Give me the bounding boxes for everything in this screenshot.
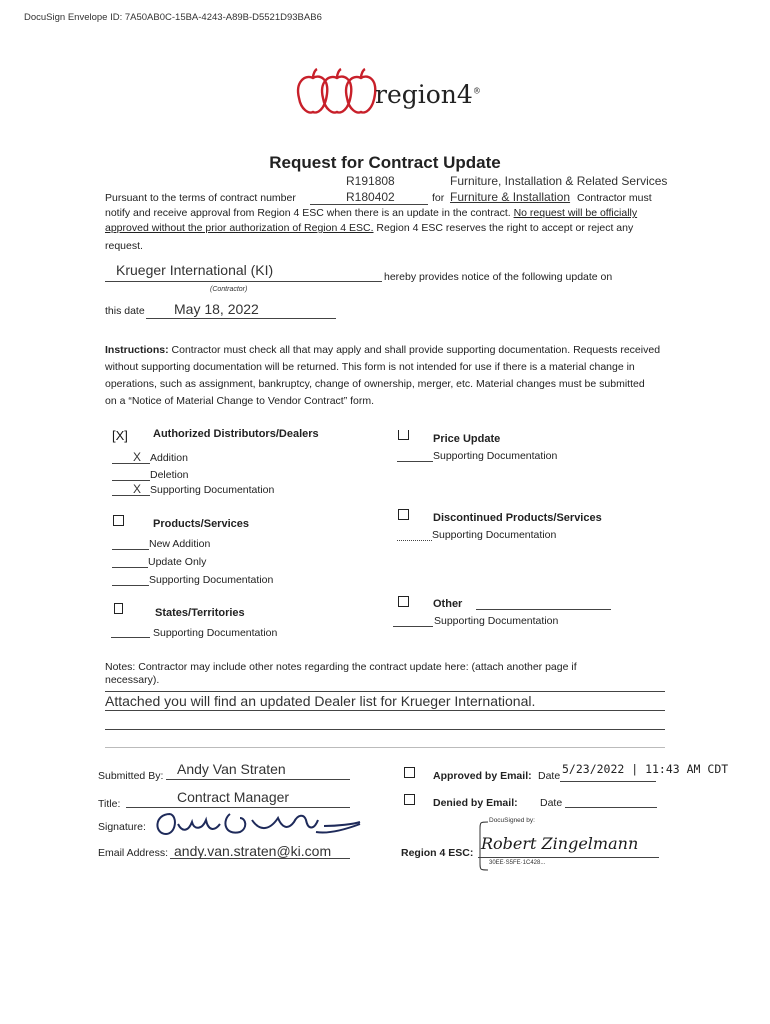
other-support-label: Supporting Documentation [434, 615, 559, 627]
discontinued-support-label: Supporting Documentation [432, 529, 557, 541]
approved-date: 5/23/2022 | 11:43 AM CDT [562, 762, 729, 776]
signature-id: 30EE·S5FE·1C428... [489, 860, 546, 866]
price-support-label: Supporting Documentation [433, 450, 558, 462]
instructions-line-2: without supporting documentation will be returned. This form is not intended for use if there is a material change in [105, 361, 635, 373]
notes-rule-3 [105, 729, 665, 730]
states-support-line [111, 637, 150, 638]
contractor-line [105, 281, 382, 282]
distributors-checkbox[interactable]: [X] [112, 428, 128, 443]
update-only-line [112, 567, 148, 568]
date-line [146, 318, 336, 319]
approved-label: Approved by Email: [433, 770, 532, 782]
region-esc-signature: Robert Zingelmann [481, 834, 639, 853]
envelope-id: DocuSign Envelope ID: 7A50AB0C-15BA-4243-A89B-D5521D93BAB6 [24, 12, 322, 23]
update-only-label: Update Only [148, 556, 207, 568]
signature-label: Signature: [98, 821, 146, 833]
denied-checkbox[interactable] [404, 794, 415, 805]
submitter-title: Contract Manager [177, 789, 290, 805]
deletion-label: Deletion [150, 469, 189, 481]
states-checkbox[interactable] [114, 603, 123, 614]
approved-checkbox[interactable] [404, 767, 415, 778]
contract-number-line [310, 204, 428, 205]
products-support-line [112, 585, 149, 586]
notes-rule-4 [105, 747, 665, 748]
logo-text: region4® [375, 80, 481, 109]
states-title: States/Territories [155, 607, 245, 619]
new-addition-label: New Addition [149, 538, 211, 550]
other-title: Other [433, 598, 463, 610]
dist-support-label: Supporting Documentation [150, 484, 275, 496]
discontinued-title: Discontinued Products/Services [433, 512, 602, 524]
price-checkbox[interactable] [398, 430, 409, 440]
region-esc-line [478, 857, 659, 858]
intro-suffix: Contractor must [577, 192, 652, 204]
email-line [170, 858, 350, 859]
dist-support-line [112, 495, 150, 496]
distributors-title: Authorized Distributors/Dealers [153, 428, 319, 440]
instructions-line-4: on a “Notice of Material Change to Vendor Contract” form. [105, 395, 375, 407]
notice-text: hereby provides notice of the following update on [384, 271, 613, 283]
addition-label: Addition [150, 452, 188, 464]
discontinued-support-line [397, 540, 432, 541]
deletion-line [112, 480, 150, 481]
denied-label: Denied by Email: [433, 797, 518, 809]
addition-mark: X [133, 450, 142, 464]
submitted-by-line [166, 779, 350, 780]
contractor-caption: (Contractor) [210, 286, 248, 293]
other-line [476, 609, 611, 610]
page-title: Request for Contract Update [269, 153, 501, 172]
denied-date-line [565, 807, 657, 808]
title-label: Title: [98, 798, 121, 810]
notes-line-1: Notes: Contractor may include other notes regarding the contract update here: (attach another page if [105, 661, 577, 673]
addition-line [112, 463, 150, 464]
contract-category-1: Furniture, Installation & Related Services [450, 174, 668, 188]
intro-prefix: Pursuant to the terms of contract number [105, 192, 296, 204]
signature-icon [148, 806, 363, 838]
price-support-line [397, 461, 433, 462]
notice-date: May 18, 2022 [174, 301, 259, 317]
instructions-line-3: operations, such as assignment, bankruptcy, change of ownership, merger, etc. Material changes must be submitted [105, 378, 645, 390]
price-title: Price Update [433, 433, 501, 445]
submitted-by-label: Submitted By: [98, 770, 164, 782]
contract-number-2: R180402 [346, 190, 395, 204]
intro-line-3: approved without the prior authorization of Region 4 ESC. Region 4 ESC reserves the right to accept or reject any [105, 222, 634, 234]
notes-text: Attached you will find an updated Dealer list for Krueger International. [105, 693, 536, 709]
approved-date-line [560, 781, 656, 782]
discontinued-checkbox[interactable] [398, 509, 409, 520]
denied-date-label: Date [540, 797, 563, 809]
approved-date-label: Date [538, 770, 561, 782]
submitter-email: andy.van.straten@ki.com [174, 843, 332, 859]
intro-line-2: notify and receive approval from Region 4 ESC when there is an update in the contract. No request will be officially [105, 207, 638, 219]
products-checkbox[interactable] [113, 515, 124, 526]
dist-support-mark: X [133, 482, 142, 496]
products-title: Products/Services [153, 518, 249, 530]
notes-line-2: necessary). [105, 674, 160, 686]
other-checkbox[interactable] [398, 596, 409, 607]
products-support-label: Supporting Documentation [149, 574, 274, 586]
states-support-label: Supporting Documentation [153, 627, 278, 639]
intro-for: for [432, 192, 445, 204]
other-support-line [393, 626, 433, 627]
region-esc-label: Region 4 ESC: [401, 847, 474, 859]
date-label: this date [105, 305, 145, 317]
contract-category-2: Furniture & Installation [450, 190, 571, 204]
notes-rule-2 [105, 710, 665, 711]
new-addition-line [112, 549, 149, 550]
contract-number-1: R191808 [346, 174, 395, 188]
email-label: Email Address: [98, 847, 169, 859]
instructions-line-1: Instructions: Contractor must check all that may apply and shall provide supporting documentation. Requests received [105, 344, 661, 356]
notes-rule-1 [105, 691, 665, 692]
intro-line-4: request. [105, 240, 143, 252]
submitted-by: Andy Van Straten [177, 761, 286, 777]
docusigned-by: DocuSigned by: [489, 817, 535, 824]
contractor-name: Krueger International (KI) [116, 262, 274, 278]
